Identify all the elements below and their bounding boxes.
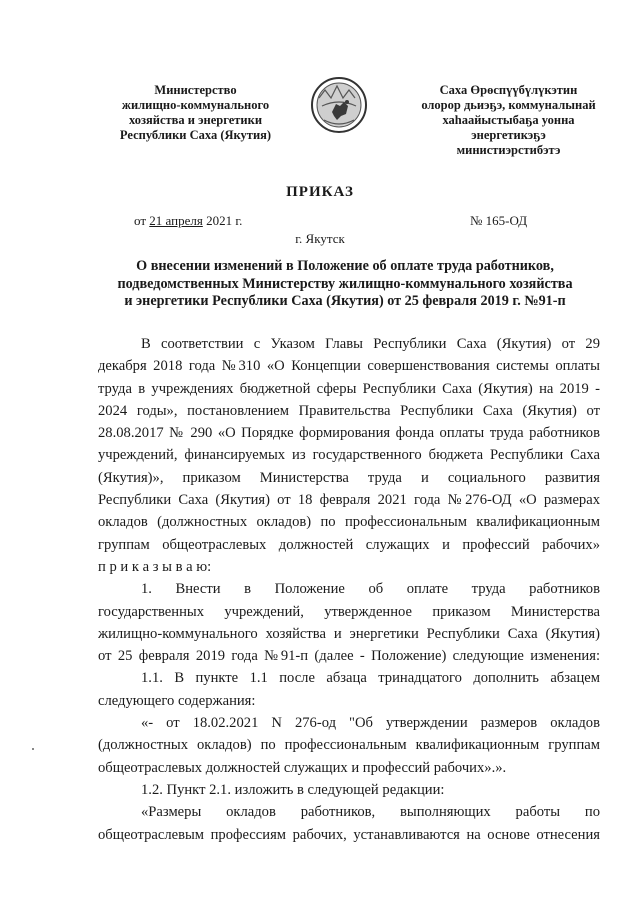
body-line-orders: п р и к а з ы в а ю: [98,558,212,575]
date-underlined: 21 апреля [149,213,203,228]
scan-speck [32,748,34,750]
subject-line: подведомственных Министерству жилищно-коммунального хозяйства [117,275,573,292]
body-line: от 25 февраля 2019 года №91-п (далее - Положение) следующие изменения: [98,648,600,665]
body-line: следующего содержания: [98,692,256,709]
order-body [98,333,600,846]
order-number: № 165-ОД [470,213,528,228]
body-line: 1. Внести в Положение об оплате труда работников [141,581,600,598]
order-subject [80,258,610,311]
header-right-line: министиэрстибэтэ [456,143,561,157]
date-prefix: от [134,213,150,228]
body-line: 2024 годы», постановлением Правительства Республики Саха (Якутия) от [98,402,600,419]
body-line: 28.08.2017 № 290 «О Порядке формирования фонда оплаты труда работников [98,425,600,442]
body-line: (должностных окладов) по профессиональным квалификационным группам [98,737,600,754]
document-type-title: ПРИКАЗ [286,184,354,200]
body-line: государственных учреждений, утвержденное приказом Министерства [98,603,600,620]
subject-line: О внесении изменений в Положение об оплате труда работников, [136,258,554,274]
header-right-line: олорор дьиэҕэ, коммуналынай [421,98,596,112]
body-line: общеотраслевым профессиям рабочих, устанавливаются на основе отнесения [98,826,600,843]
header-right-line: Саха Өрөспүүбүлүкэтин [439,83,578,97]
body-line: В соответствии с Указом Главы Республики Саха (Якутия) от 29 [141,336,600,352]
order-city: г. Якутск [295,231,345,246]
sakha-coat-of-arms-icon [310,76,368,134]
body-line: жилищно-коммунального хозяйства и энергетики Республики Саха (Якутия) [98,625,600,642]
body-line: (Якутия)», приказом Министерства труда и социального развития [98,469,600,486]
body-line: Республики Саха (Якутия) от 18 февраля 2021 года №276-ОД «О размерах [98,492,600,509]
header-left-line: хозяйства и энергетики [128,113,263,127]
subject-line: и энергетики Республики Саха (Якутия) от 25 февраля 2019 г. №91-п [124,293,566,309]
body-line: окладов (должностных окладов) по профессиональным квалификационным [98,514,600,531]
body-line: труда в учреждениях бюджетной сферы Республики Саха (Якутия) на 2019 - [98,380,600,397]
body-line: декабря 2018 года №310 «О Концепции совершенствования системы оплаты [98,358,600,375]
ministry-name-russian [98,83,293,143]
header-left-line: жилищно-коммунального [121,98,270,112]
order-date [134,213,242,229]
body-line: «Размеры окладов работников, выполняющих работы по [141,804,600,821]
body-line: группам общеотраслевых должностей служащих и профессий рабочих» [98,536,600,553]
header-left-line: Министерство [154,83,237,97]
header-right-line: энергетикэҕэ [471,128,546,142]
date-suffix: 2021 г. [202,213,243,228]
body-line: учреждений, финансируемых из государственного бюджета Республики Саха [98,447,600,464]
ministry-name-yakut [396,83,621,158]
body-line: 1.1. В пункте 1.1 после абзаца тринадцатого дополнить абзацем [141,670,600,687]
body-line: 1.2. Пункт 2.1. изложить в следующей редакции: [141,781,445,798]
header-left-line: Республики Саха (Якутия) [119,128,272,142]
header-right-line: хаһаайыстыбаҕа уонна [442,113,575,127]
body-line: общеотраслевых должностей служащих и профессий рабочих».». [98,759,507,776]
body-line: «- от 18.02.2021 N 276-од "Об утверждении размеров окладов [141,715,600,732]
